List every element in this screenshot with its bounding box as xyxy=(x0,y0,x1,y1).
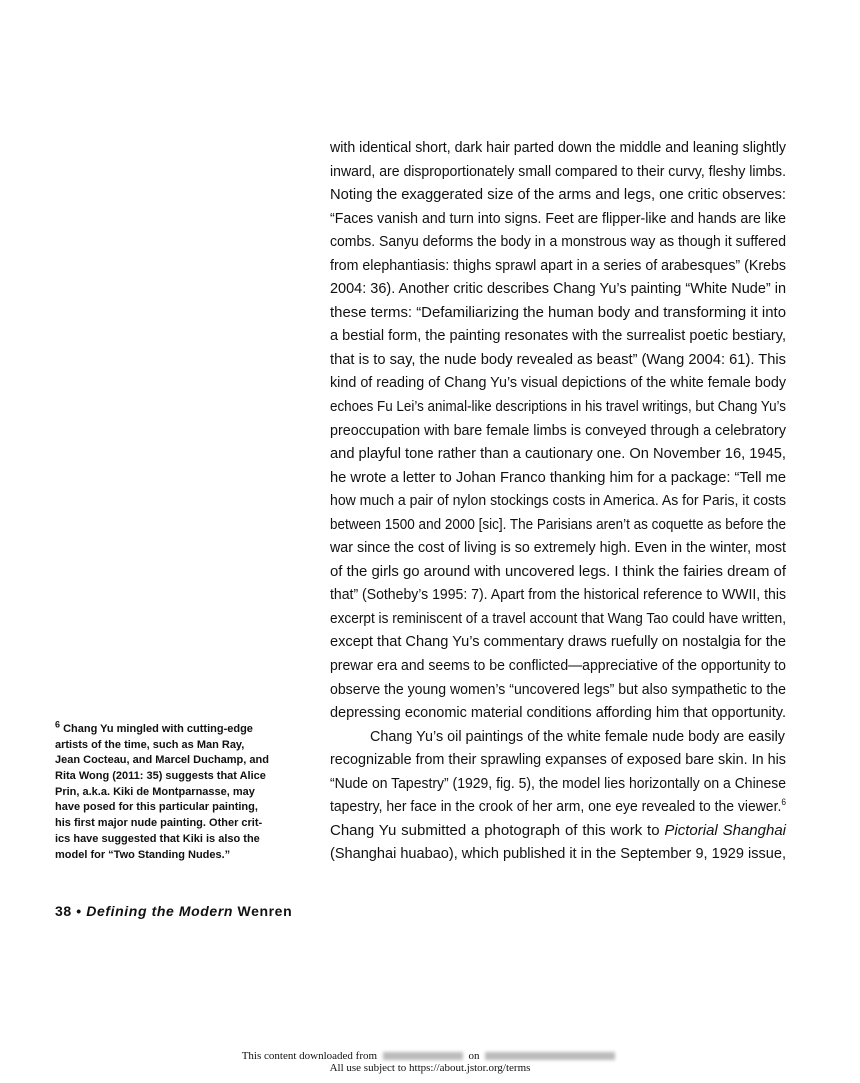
footnote-line xyxy=(55,800,295,816)
text-line xyxy=(330,748,786,772)
footnote-6 xyxy=(55,719,295,863)
text-segment: inward, are disproportionately small compared to their curvy, fleshy limbs. xyxy=(330,162,786,180)
text-segment: a bestial form, the painting resonates with the surrealist poetic bestiary, xyxy=(330,327,786,345)
footnote-line xyxy=(55,785,295,801)
redacted-timestamp xyxy=(485,1052,615,1060)
text-line xyxy=(330,489,786,513)
text-segment: that is to say, the nude body revealed as beast” (Wang 2004: 61). This xyxy=(330,350,786,368)
footnote-line xyxy=(55,769,295,785)
text-line xyxy=(330,678,786,702)
page-number: 38 xyxy=(55,903,72,919)
text-segment: war since the cost of living is so extremely high. Even in the winter, most xyxy=(330,539,786,557)
text-line xyxy=(330,607,786,631)
footnote-marker: 6 xyxy=(55,719,61,730)
text-line xyxy=(330,395,786,419)
text-segment: 2004: 36). Another critic describes Chang Yu’s painting “White Nude” in xyxy=(330,280,786,298)
text-line xyxy=(330,466,786,490)
footnote-text: Jean Cocteau, and Marcel Duchamp, and xyxy=(55,754,269,767)
text-segment: except that Chang Yu’s commentary draws ruefully on nostalgia for the xyxy=(330,633,786,651)
text-line xyxy=(330,819,786,843)
download-line xyxy=(0,1050,860,1062)
text-segment: “Nude on Tapestry” (1929, fig. 5), the model lies horizontally on a Chinese xyxy=(330,774,786,792)
text-line xyxy=(370,725,785,749)
text-line xyxy=(330,583,786,607)
footnote-text: his first major nude painting. Other crit- xyxy=(55,817,263,830)
footnote-ref[interactable]: 6 xyxy=(781,797,786,808)
text-line xyxy=(330,183,786,207)
book-title-rest: Wenren xyxy=(237,903,293,919)
text-segment: Chang Yu submitted a photograph of this work to xyxy=(330,821,665,839)
footnote-text: ics have suggested that Kiki is also the xyxy=(55,832,260,845)
text-line xyxy=(330,654,786,678)
body-text xyxy=(330,136,786,866)
text-line xyxy=(330,136,786,160)
text-segment: recognizable from their sprawling expanses of exposed bare skin. In his xyxy=(330,751,786,769)
footnote-text: Rita Wong (2011: 35) suggests that Alice xyxy=(55,770,266,783)
text-segment: he wrote a letter to Johan Franco thanking him for a package: “Tell me xyxy=(330,468,786,486)
text-segment: combs. Sanyu deforms the body in a monstrous way as though it suffered xyxy=(330,233,786,251)
text-line xyxy=(330,277,786,301)
text-segment: preoccupation with bare female limbs is conveyed through a celebratory xyxy=(330,421,786,439)
text-line xyxy=(330,842,786,866)
text-segment: depressing economic material conditions affording him that opportunity. xyxy=(330,704,786,722)
text-line xyxy=(330,207,786,231)
text-line xyxy=(330,560,786,584)
text-line xyxy=(330,348,786,372)
text-line xyxy=(330,371,786,395)
text-line xyxy=(330,160,786,184)
text-line xyxy=(330,301,786,325)
footnote-text: artists of the time, such as Man Ray, xyxy=(55,738,245,751)
text-segment: observe the young women’s “uncovered legs” but also sympathetic to the xyxy=(330,680,786,698)
text-segment: excerpt is reminiscent of a travel account that Wang Tao could have written, xyxy=(330,609,786,627)
footnote-text: have posed for this particular painting, xyxy=(55,801,258,814)
text-segment: from elephantiasis: thighs sprawl apart in a series of arabesques” (Krebs xyxy=(330,256,786,274)
text-line xyxy=(330,419,786,443)
text-segment: Pictorial Shanghai xyxy=(664,821,786,839)
footnote-text: Prin, a.k.a. Kiki de Montparnasse, may xyxy=(55,785,255,798)
redacted-ip xyxy=(383,1052,463,1060)
running-footer xyxy=(55,903,292,919)
terms-link[interactable]: All use subject to https://about.jstor.org/terms xyxy=(329,1062,531,1074)
text-line xyxy=(330,772,786,796)
footnote-line xyxy=(55,816,295,832)
jstor-download-notice xyxy=(0,1050,860,1074)
text-segment: Noting the exaggerated size of the arms and legs, one critic observes: xyxy=(330,186,786,204)
text-segment: “Faces vanish and turn into signs. Feet are flipper-like and hands are like xyxy=(330,209,786,227)
footnote-line xyxy=(55,753,295,769)
text-segment: tapestry, her face in the crook of her arm, one eye revealed to the viewer. xyxy=(330,798,782,816)
text-line xyxy=(330,324,786,348)
download-on: on xyxy=(468,1050,480,1062)
footnote-text: Chang Yu mingled with cutting-edge xyxy=(60,723,253,735)
footnote-text: model for “Two Standing Nudes.” xyxy=(55,848,231,861)
text-line xyxy=(330,230,786,254)
text-segment: of the girls go around with uncovered legs. I think the fairies dream of xyxy=(330,562,786,580)
footnote-line xyxy=(55,832,295,848)
text-segment: Chang Yu’s oil paintings of the white female nude body are easily xyxy=(370,727,785,745)
text-segment: echoes Fu Lei’s animal-like descriptions in his travel writings, but Chang Yu’s xyxy=(330,398,786,416)
separator: • xyxy=(76,903,82,919)
footnote-line xyxy=(55,848,295,864)
text-segment: kind of reading of Chang Yu’s visual depictions of the white female body xyxy=(330,374,786,392)
text-line xyxy=(330,630,786,654)
text-line xyxy=(330,513,786,537)
text-segment: between 1500 and 2000 [sic]. The Parisians aren’t as coquette as before the xyxy=(330,515,786,533)
text-segment: these terms: “Defamiliarizing the human body and transforming it into xyxy=(330,303,786,321)
text-segment: with identical short, dark hair parted down the middle and leaning slightly xyxy=(330,139,786,156)
text-line xyxy=(330,442,786,466)
download-prefix: This content downloaded from xyxy=(241,1050,378,1062)
text-line xyxy=(330,701,786,725)
text-line xyxy=(330,254,786,278)
text-segment: how much a pair of nylon stockings costs in America. As for Paris, it costs xyxy=(330,492,786,510)
text-line xyxy=(330,536,786,560)
book-title-italic: Defining the Modern xyxy=(86,903,234,919)
text-segment: and playful tone rather than a cautionary one. On November 16, 1945, xyxy=(330,445,786,463)
footnote-line xyxy=(55,738,295,754)
text-line xyxy=(330,795,786,819)
footnote-line xyxy=(55,719,295,738)
text-segment: that” (Sotheby’s 1995: 7). Apart from the historical reference to WWII, this xyxy=(330,586,786,604)
text-segment: prewar era and seems to be conflicted—appreciative of the opportunity to xyxy=(330,657,786,675)
text-segment: (Shanghai huabao), which published it in the September 9, 1929 issue, xyxy=(330,845,786,863)
